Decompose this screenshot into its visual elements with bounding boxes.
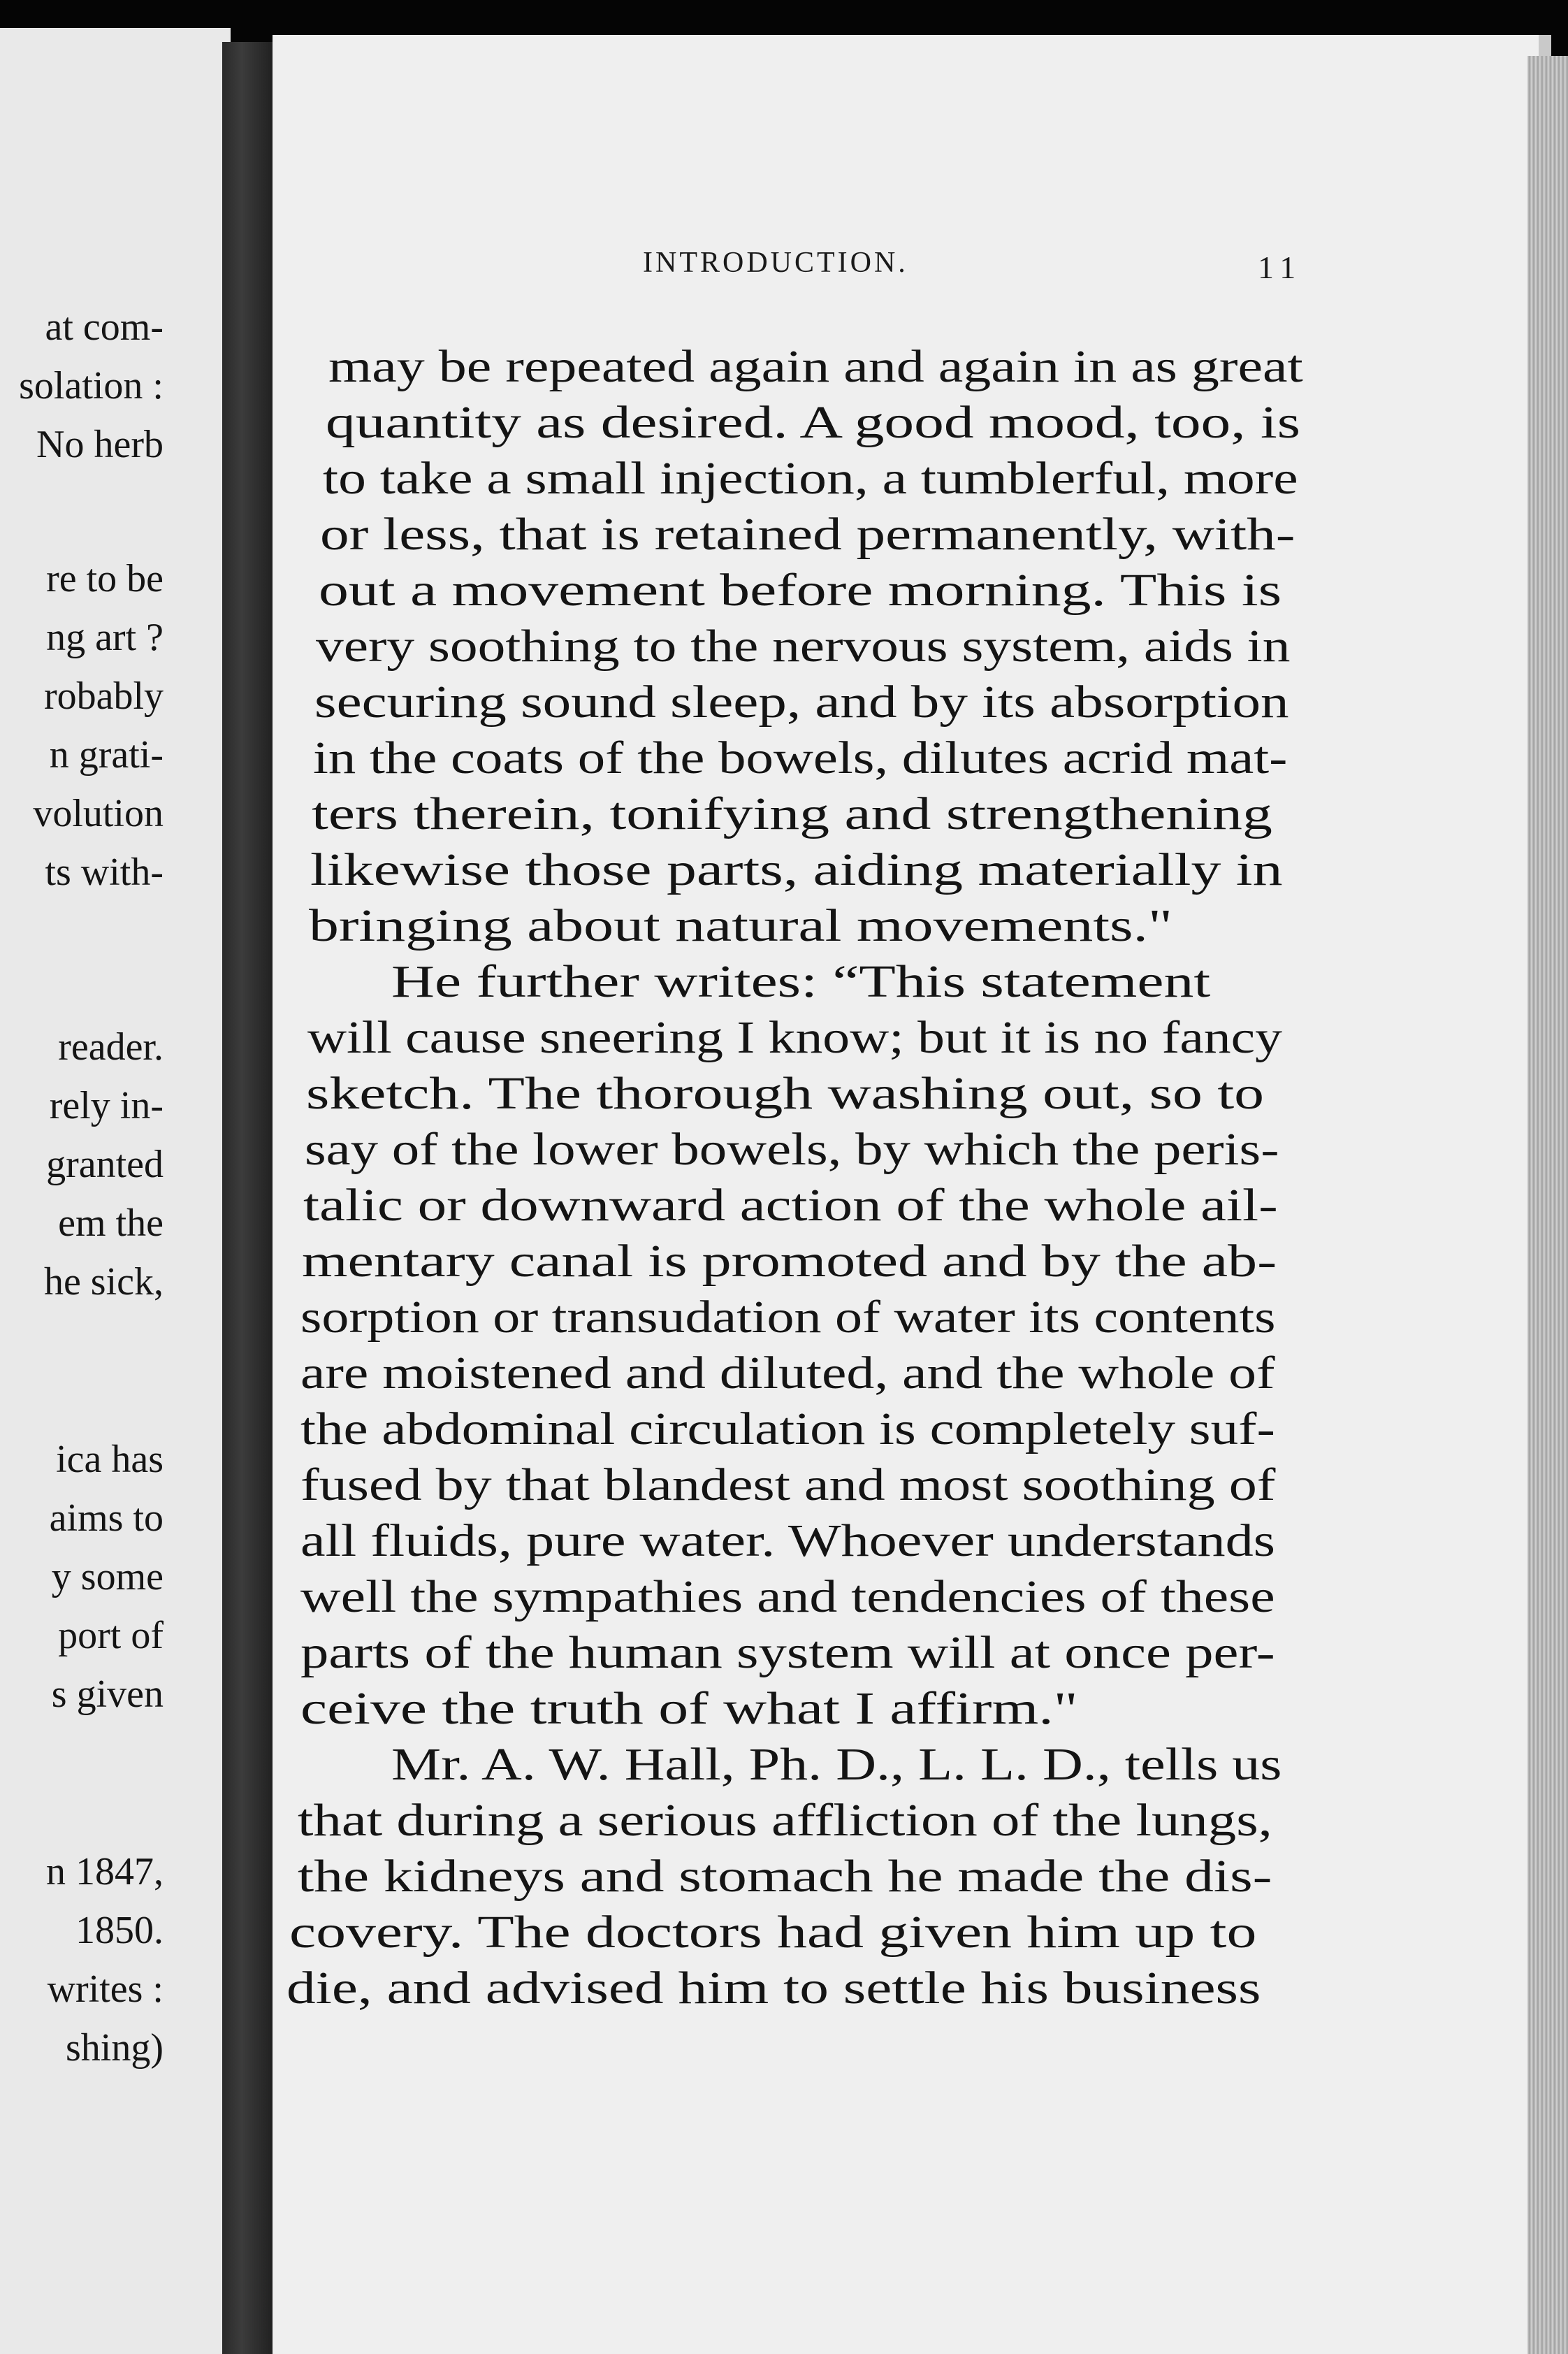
book-gutter-shadow xyxy=(222,42,278,2354)
left-page-line: rely in- xyxy=(49,1084,164,1127)
body-line: or less, that is retained permanently, with- xyxy=(320,509,1295,560)
left-page-line: s given xyxy=(51,1673,164,1716)
left-page-line: shing) xyxy=(66,2026,164,2070)
left-page-line: re to be xyxy=(46,557,164,600)
body-line: die, and advised him to settle his business xyxy=(286,1963,1261,2014)
left-page-line: granted xyxy=(46,1143,164,1186)
body-line: will cause sneering I know; but it is no fancy xyxy=(307,1012,1282,1063)
left-page-line: ts with- xyxy=(45,851,164,894)
body-line: Mr. A. W. Hall, Ph. D., L. L. D., tells us xyxy=(391,1739,1282,1790)
page-block-edge xyxy=(1527,56,1568,2354)
body-line: He further writes: “This statement xyxy=(391,956,1211,1007)
left-page-line: No herb xyxy=(36,423,164,466)
body-line: parts of the human system will at once per- xyxy=(300,1627,1275,1678)
left-page-line: solation : xyxy=(19,364,164,407)
body-line: ceive the truth of what I affirm." xyxy=(300,1683,1078,1734)
body-line: fused by that blandest and most soothing of xyxy=(300,1459,1276,1510)
body-line: all fluids, pure water. Whoever understands xyxy=(300,1515,1275,1566)
page-number: 11 xyxy=(1258,250,1303,285)
body-line: sorption or transudation of water its contents xyxy=(300,1292,1276,1343)
left-page-line: em the xyxy=(58,1201,164,1245)
body-line: securing sound sleep, and by its absorption xyxy=(314,677,1289,728)
left-page-line: writes : xyxy=(47,1967,164,2011)
body-line: in the coats of the bowels, dilutes acrid mat- xyxy=(313,732,1288,784)
left-page-line: he sick, xyxy=(43,1260,164,1304)
body-line: very soothing to the nervous system, aids in xyxy=(316,621,1291,672)
previous-page-fragment xyxy=(0,28,231,2354)
body-line: may be repeated again and again in as great xyxy=(328,341,1303,392)
body-line: to take a small injection, a tumblerful, more xyxy=(323,453,1298,504)
body-line: mentary canal is promoted and by the ab- xyxy=(302,1236,1277,1287)
body-line: quantity as desired. A good mood, too, is xyxy=(326,397,1300,448)
body-line: that during a serious affliction of the lungs, xyxy=(298,1795,1272,1846)
body-line: the kidneys and stomach he made the dis- xyxy=(298,1851,1272,1902)
left-page-line: at com- xyxy=(45,305,164,349)
left-page-line: n grati- xyxy=(49,733,164,777)
body-line: likewise those parts, aiding materially in xyxy=(310,844,1283,895)
body-line: say of the lower bowels, by which the peris- xyxy=(305,1124,1279,1175)
left-page-line: aims to xyxy=(49,1496,164,1540)
left-page-line: ica has xyxy=(56,1438,164,1481)
body-line: covery. The doctors had given him up to xyxy=(289,1907,1257,1958)
left-page-line: reader. xyxy=(58,1025,164,1069)
left-page-line: 1850. xyxy=(75,1909,164,1952)
body-line: sketch. The thorough washing out, so to xyxy=(306,1068,1265,1119)
body-line: the abdominal circulation is completely suf- xyxy=(300,1403,1275,1454)
body-line: are moistened and diluted, and the whole of xyxy=(300,1348,1275,1399)
left-page-line: y some xyxy=(51,1555,164,1598)
left-page-line: port of xyxy=(58,1614,164,1657)
left-page-line: volution xyxy=(33,792,164,835)
body-line: well the sympathies and tendencies of these xyxy=(300,1571,1275,1622)
body-line: out a movement before morning. This is xyxy=(319,565,1282,616)
body-line: ters therein, tonifying and strengthening xyxy=(312,788,1272,839)
left-page-line: robably xyxy=(43,674,164,718)
left-page-line: ng art ? xyxy=(46,616,164,659)
body-line: talic or downward action of the whole ail- xyxy=(303,1180,1278,1231)
body-line: bringing about natural movements." xyxy=(309,900,1173,951)
left-page-line: n 1847, xyxy=(46,1850,164,1893)
running-head: INTRODUCTION. xyxy=(643,247,908,279)
